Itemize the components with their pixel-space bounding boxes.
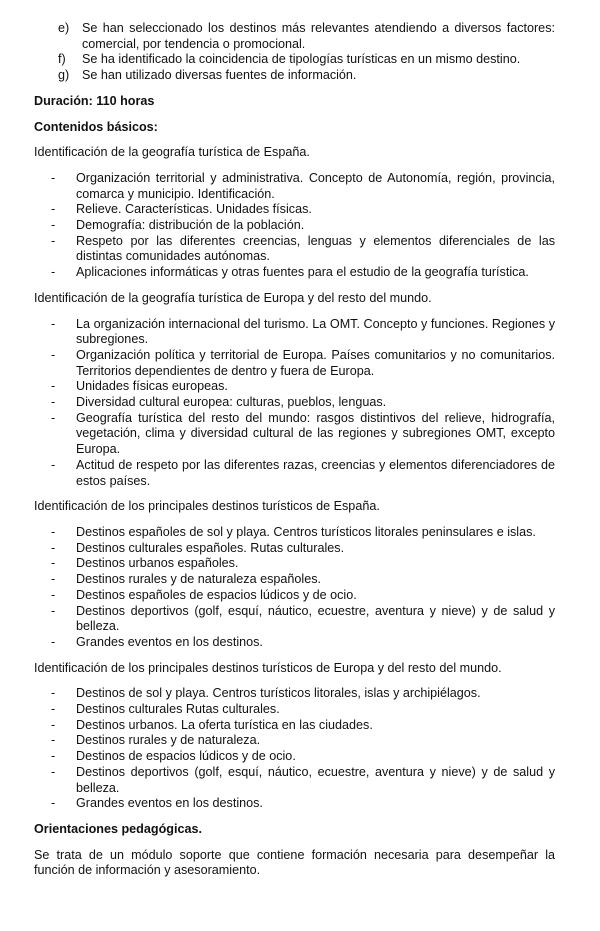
list-item-text: Grandes eventos en los destinos. [76,634,263,649]
list-item [34,348,555,379]
dash-bullet-icon: - [51,556,56,571]
section-title: Identificación de la geografía turística de España. [34,145,310,160]
list-item-text: Grandes eventos en los destinos. [76,796,263,811]
dash-bullet-icon: - [51,233,56,248]
dash-bullet-icon: - [51,749,56,764]
list-item-text: Destinos culturales Rutas culturales. [76,702,280,717]
list-item [34,588,555,604]
list-item [34,749,555,765]
bullet-list [34,686,555,812]
list-item-text: Unidades físicas europeas. [76,379,228,394]
dash-bullet-icon: - [51,796,56,811]
dash-bullet-icon: - [51,395,56,410]
list-item-text: Destinos urbanos españoles. [76,556,239,571]
criteria-letter: f) [58,52,66,67]
list-item-text: Destinos deportivos (golf, esquí, náutico, ecuestre, aventura y nieve) y de salud y belleza. [76,764,555,795]
list-item-text: Diversidad cultural europea: culturas, pueblos, lenguas. [76,395,387,410]
orientations-paragraph: Se trata de un módulo soporte que contiene formación necesaria para desempeñar la función de información y asesoramiento. [34,847,555,878]
criteria-text: Se ha identificado la coincidencia de tipologías turísticas en un mismo destino. [82,52,521,67]
orientations-heading: Orientaciones pedagógicas. [34,821,202,836]
criteria-letter: g) [58,68,70,83]
criteria-item [34,21,555,52]
dash-bullet-icon: - [51,218,56,233]
list-item-text: Destinos deportivos (golf, esquí, náutico, ecuestre, aventura y nieve) y de salud y belleza. [76,603,555,634]
criteria-text: Se han utilizado diversas fuentes de información. [82,68,357,83]
list-item [34,702,555,718]
dash-bullet-icon: - [51,265,56,280]
dash-bullet-icon: - [51,347,56,362]
list-item [34,686,555,702]
dash-bullet-icon: - [51,202,56,217]
dash-bullet-icon: - [51,587,56,602]
section-title: Identificación de la geografía turística de Europa y del resto del mundo. [34,290,432,305]
list-item [34,525,555,541]
contents-sections [34,145,555,812]
list-item [34,218,555,234]
list-item [34,541,555,557]
list-item-text: Destinos de espacios lúdicos y de ocio. [76,749,296,764]
list-item [34,458,555,489]
list-item [34,796,555,812]
dash-bullet-icon: - [51,170,56,185]
dash-bullet-icon: - [51,686,56,701]
criteria-item [34,52,555,68]
section-title: Identificación de los principales destinos turísticos de España. [34,499,380,514]
dash-bullet-icon: - [51,733,56,748]
list-item [34,202,555,218]
list-item-text: Destinos españoles de espacios lúdicos y de ocio. [76,587,357,602]
list-item [34,265,555,281]
contents-heading: Contenidos básicos: [34,119,158,134]
list-item [34,604,555,635]
list-item [34,556,555,572]
list-item [34,635,555,651]
list-item-text: Destinos rurales y de naturaleza españoles. [76,572,322,587]
section-title: Identificación de los principales destinos turísticos de Europa y del resto del mundo. [34,660,502,675]
criteria-letter: e) [58,21,70,35]
dash-bullet-icon: - [51,603,56,618]
list-item-text: Aplicaciones informáticas y otras fuentes para el estudio de la geografía turística. [76,265,529,280]
dash-bullet-icon: - [51,410,56,425]
bullet-list [34,171,555,281]
list-item [34,765,555,796]
list-item-text: Respeto por las diferentes creencias, lenguas y elementos diferenciales de las distintas comunidades autónomas. [76,233,555,264]
list-item-text: Organización política y territorial de Europa. Países comunitarios y no comunitarios. Territorios dependientes de dentro y fuera de Europa. [76,347,555,378]
dash-bullet-icon: - [51,572,56,587]
dash-bullet-icon: - [51,524,56,539]
list-item-text: Destinos españoles de sol y playa. Centros turísticos litorales peninsulares e islas. [76,524,536,539]
bullet-list [34,525,555,651]
list-item-text: Destinos culturales españoles. Rutas culturales. [76,540,345,555]
list-item [34,379,555,395]
list-item [34,572,555,588]
list-item-text: Destinos urbanos. La oferta turística en las ciudades. [76,717,373,732]
list-item-text: Demografía: distribución de la población. [76,218,305,233]
dash-bullet-icon: - [51,540,56,555]
list-item [34,395,555,411]
list-item [34,411,555,458]
dash-bullet-icon: - [51,764,56,779]
criteria-item [34,68,555,84]
dash-bullet-icon: - [51,379,56,394]
dash-bullet-icon: - [51,717,56,732]
list-item-text: Organización territorial y administrativa. Concepto de Autonomía, región, provincia, comarca y municipio. Identificación. [76,170,555,201]
list-item [34,718,555,734]
list-item [34,234,555,265]
list-item [34,171,555,202]
bullet-list [34,317,555,490]
list-item-text: Actitud de respeto por las diferentes razas, creencias y elementos diferenciadores de estos países. [76,457,555,488]
dash-bullet-icon: - [51,702,56,717]
list-item [34,733,555,749]
list-item-text: Geografía turística del resto del mundo: rasgos distintivos del relieve, hidrografía, vegetación, clima y diversidad cultural de las regiones y subregiones OMT, excepto Europa. [76,410,555,457]
list-item-text: La organización internacional del turismo. La OMT. Concepto y funciones. Regiones y subregiones. [76,316,555,347]
dash-bullet-icon: - [51,457,56,472]
criteria-text: Se han seleccionado los destinos más relevantes atendiendo a diversos factores: comercial, por tendencia o promocional. [82,21,555,51]
criteria-list [34,21,555,84]
list-item-text: Destinos rurales y de naturaleza. [76,733,261,748]
list-item-text: Destinos de sol y playa. Centros turísticos litorales, islas y archipiélagos. [76,686,481,701]
dash-bullet-icon: - [51,634,56,649]
list-item [34,317,555,348]
list-item-text: Relieve. Características. Unidades físicas. [76,202,312,217]
dash-bullet-icon: - [51,316,56,331]
duration-heading: Duración: 110 horas [34,93,155,108]
